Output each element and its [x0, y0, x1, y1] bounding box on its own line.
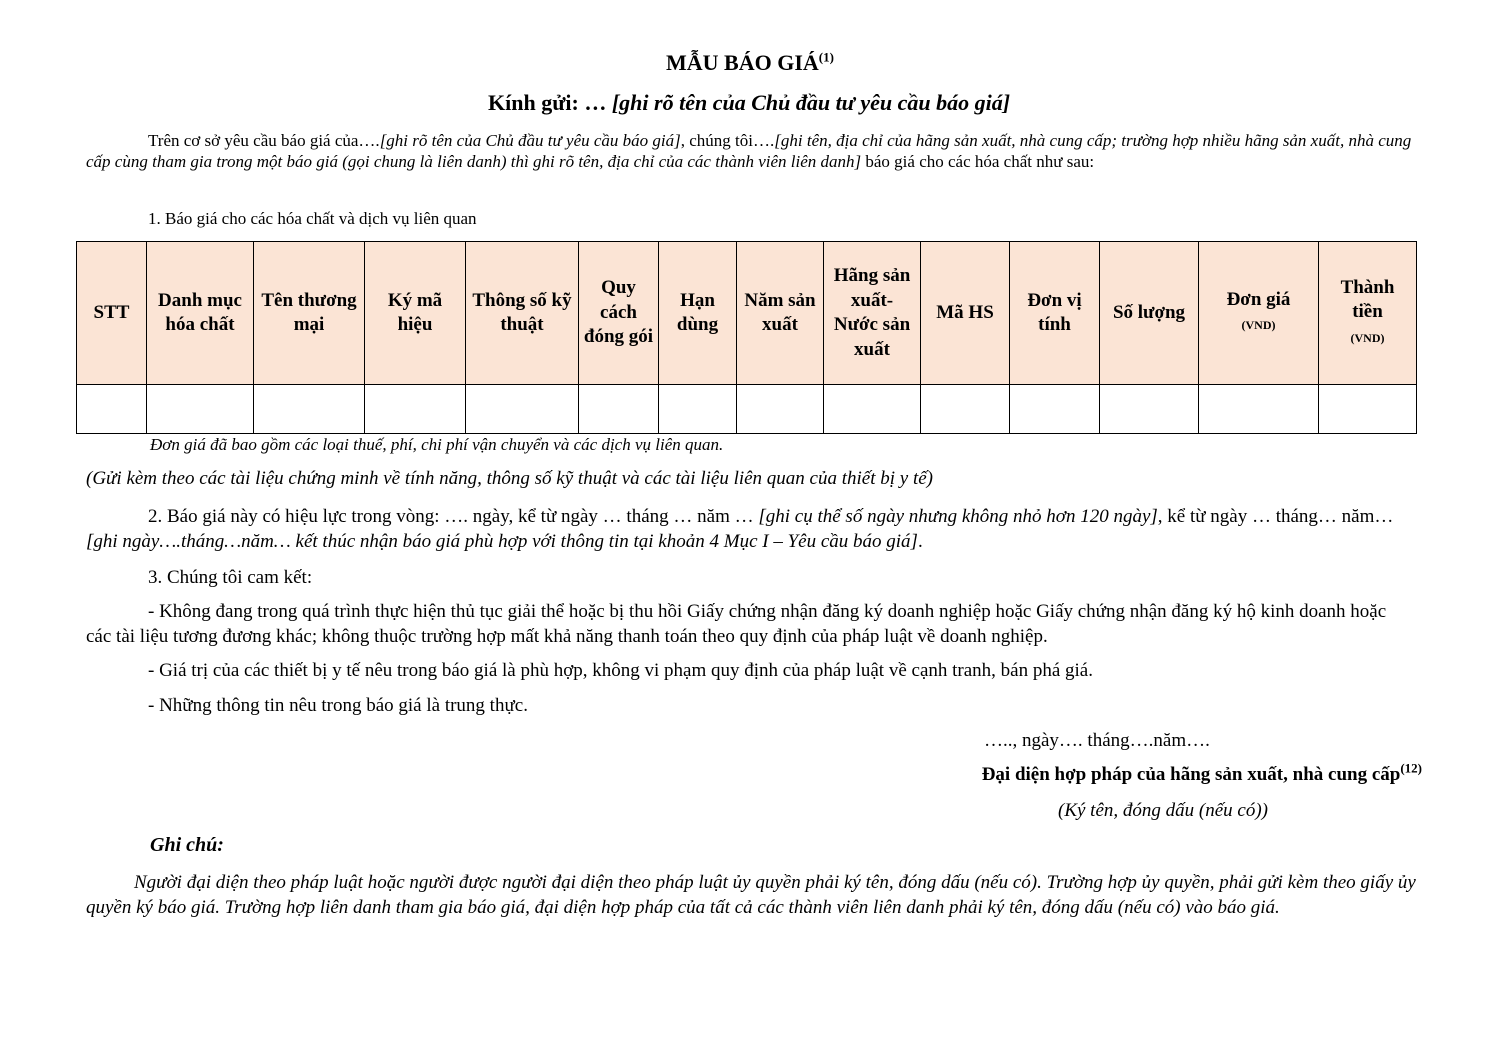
- table-cell[interactable]: [824, 385, 921, 434]
- table-cell[interactable]: [254, 385, 365, 434]
- price-note: Đơn giá đã bao gồm các loại thuế, phí, chi phí vận chuyển và các dịch vụ liên quan.: [150, 435, 724, 454]
- table-cell[interactable]: [659, 385, 737, 434]
- section-2-paragraph: 2. Báo giá này có hiệu lực trong vòng: …. ngày, kể từ ngày … tháng … năm … [ghi cụ thể số ngày nhưng không nhỏ hơn 120 ngày], kể từ ngày … tháng… năm…[ghi ngày….tháng…năm… kết thúc nhận báo giá phù hợp với thông tin tại khoản 4 Mục I – Yêu cầu báo giá].: [86, 506, 1394, 552]
- header-total: Thành tiền (VND): [1319, 242, 1417, 385]
- recipient-line: [488, 90, 1010, 116]
- header-unit: Đơn vị tính: [1010, 242, 1100, 385]
- table-cell[interactable]: [147, 385, 254, 434]
- header-manufacturer: Hãng sản xuất- Nước sản xuất: [824, 242, 921, 385]
- total-currency: (VND): [1350, 330, 1385, 345]
- signature-title: Đại diện hợp pháp của hãng sản xuất, nhà cung cấp$^{(12)}$: [981, 760, 1422, 785]
- header-stt: STT: [77, 242, 147, 385]
- table-cell[interactable]: [1100, 385, 1199, 434]
- header-expiry: Hạn dùng: [659, 242, 737, 385]
- table-cell[interactable]: [1319, 385, 1417, 434]
- note-text: Người đại diện theo pháp luật hoặc người được người đại diện theo pháp luật ủy quyền phải ký tên, đóng dấu (nếu có). Trường hợp ủy quyền, phải gửi kèm theo giấy ủy quyền ký báo giá. Trường hợp liên danh tham gia báo giá, đại diện hợp pháp của tất cả các thành viên liên danh phải ký tên, đóng dấu (nếu có) vào báo giá.: [86, 872, 1416, 918]
- signature-footnote-mark: (12): [1400, 760, 1422, 776]
- unit-price-currency: (VND): [1241, 318, 1276, 333]
- commitment-item: - Không đang trong quá trình thực hiện thủ tục giải thể hoặc bị thu hồi Giấy chứng nhận đăng ký doanh nghiệp hoặc Giấy chứng nhận đăng ký hộ kinh doanh hoặc các tài liệu tương đương khác; không thuộc trường hợp mất khả năng thanh toán theo quy định của pháp luật về doanh nghiệp.: [86, 601, 1387, 647]
- table-cell[interactable]: [466, 385, 579, 434]
- table-header-row: [77, 242, 1417, 385]
- attachment-note: (Gửi kèm theo các tài liệu chứng minh về tính năng, thông số kỹ thuật và các tài liệu liên quan của thiết bị y tế): [86, 468, 934, 489]
- table-cell[interactable]: [365, 385, 466, 434]
- recipient-placeholder: [ghi rõ tên của Chủ đầu tư yêu cầu báo giá]: [611, 90, 1011, 115]
- recipient-label: Kính gửi: …: [488, 90, 607, 115]
- header-quantity: Số lượng: [1100, 242, 1199, 385]
- header-hs-code: Mã HS: [921, 242, 1010, 385]
- header-specs: Thông số kỹ thuật: [466, 242, 579, 385]
- table-cell[interactable]: [737, 385, 824, 434]
- title-footnote-mark: (1): [818, 49, 834, 65]
- signature-date: ….., ngày…. tháng….năm….: [984, 730, 1210, 751]
- header-trade-name: Tên thương mại: [254, 242, 365, 385]
- header-model-code: Ký mã hiệu: [365, 242, 466, 385]
- header-unit-price: Đơn giá (VND): [1199, 242, 1319, 385]
- intro-paragraph: Trên cơ sở yêu cầu báo giá của….[ghi rõ tên của Chủ đầu tư yêu cầu báo giá], chúng tôi….[ghi tên, địa chỉ của hãng sản xuất, nhà cung cấp; trường hợp nhiều hãng sản xuất, nhà cung cấp cùng tham gia trong một báo giá (gọi chung là liên danh) thì ghi rõ tên, địa chỉ của các thành viên liên danh] báo giá cho các hóa chất như sau:: [86, 131, 1412, 171]
- table-cell[interactable]: [579, 385, 659, 434]
- table-row: [77, 385, 1417, 434]
- table-cell[interactable]: [77, 385, 147, 434]
- header-year: Năm sản xuất: [737, 242, 824, 385]
- table-cell[interactable]: [1010, 385, 1100, 434]
- note-heading: Ghi chú:: [150, 834, 224, 856]
- section-1-heading: 1. Báo giá cho các hóa chất và dịch vụ liên quan: [148, 209, 477, 228]
- commitment-item: - Những thông tin nêu trong báo giá là trung thực.: [148, 695, 528, 716]
- document-title: MẪU BÁO GIÁ$^{(1)}$: [666, 49, 834, 75]
- section-3-heading: 3. Chúng tôi cam kết:: [148, 567, 313, 588]
- signature-instruction: (Ký tên, đóng dấu (nếu có)): [1058, 800, 1268, 821]
- header-chemical-list: Danh mục hóa chất: [147, 242, 254, 385]
- commitment-item: - Giá trị của các thiết bị y tế nêu trong báo giá là phù hợp, không vi phạm quy định của pháp luật về cạnh tranh, bán phá giá.: [148, 660, 1093, 681]
- header-packaging: Quy cách đóng gói: [579, 242, 659, 385]
- quote-table: [76, 241, 1417, 434]
- table-cell[interactable]: [921, 385, 1010, 434]
- table-cell[interactable]: [1199, 385, 1319, 434]
